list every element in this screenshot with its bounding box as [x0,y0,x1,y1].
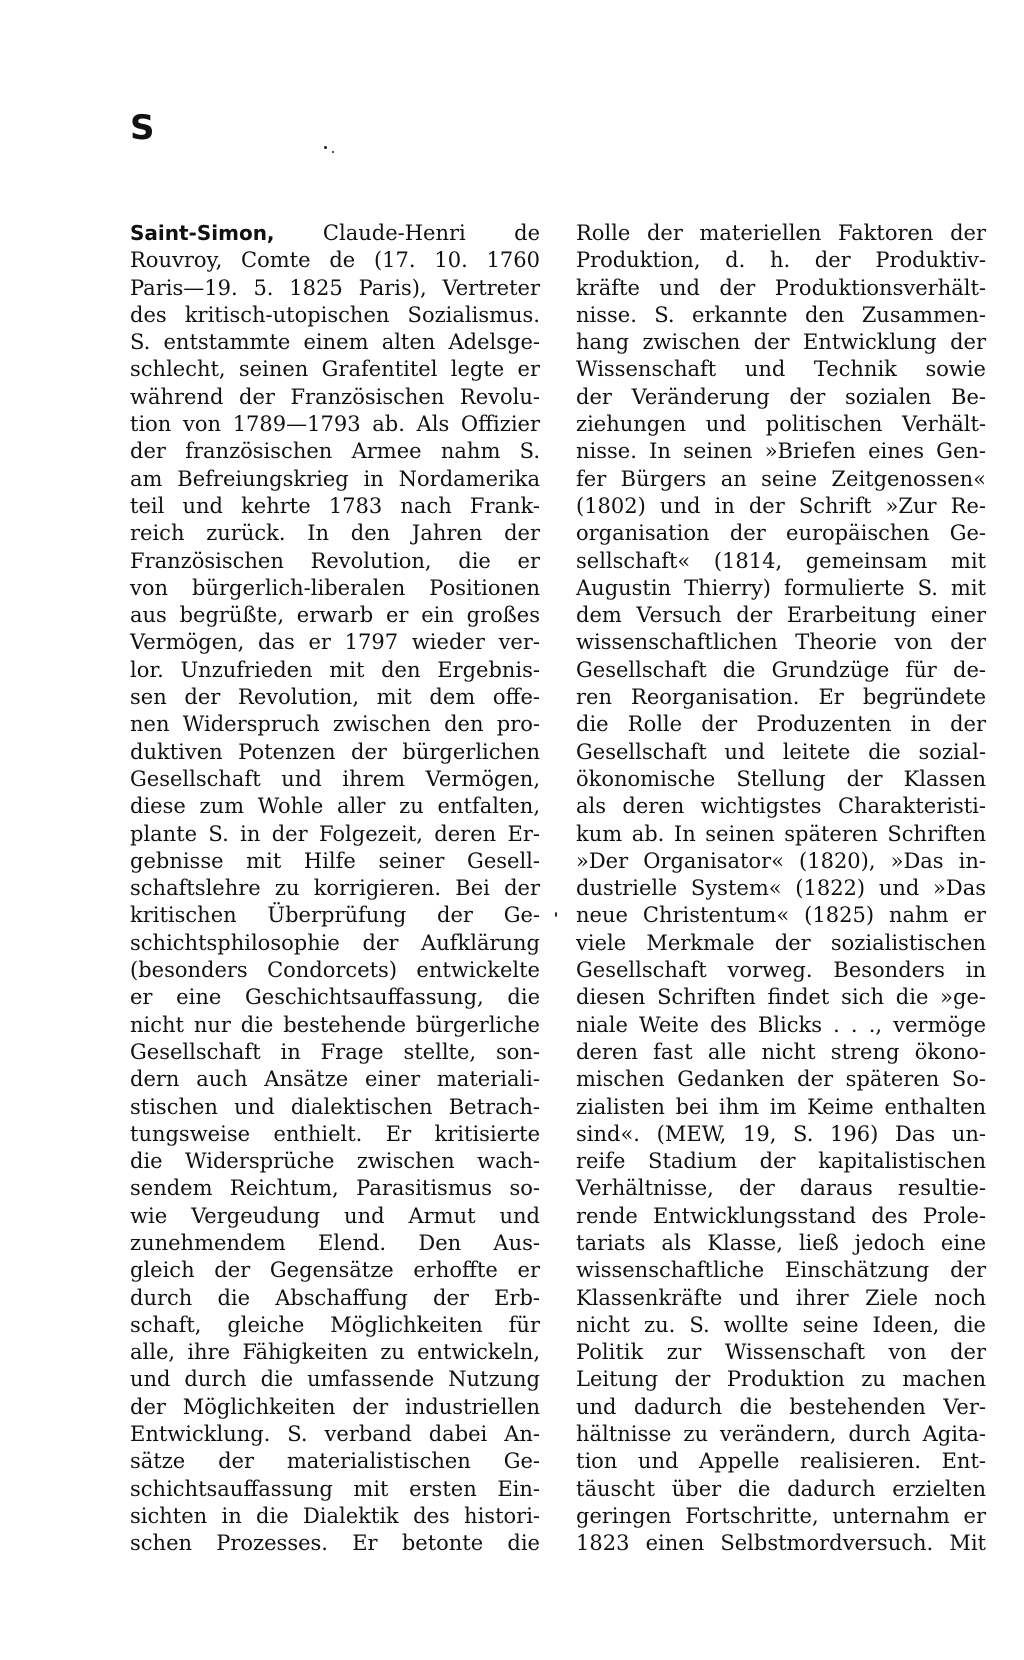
text-line: reife Stadium der kapitalistischen [576,1149,986,1174]
text-line: (1802) und in der Schrift »Zur Re- [576,493,986,518]
text-line: viele Merkmale der sozialistischen [576,930,986,955]
entry-headword: Saint-Simon, [130,221,275,245]
text-line: sind«. (MEW, 19, S. 196) Das un- [576,1121,986,1146]
text-line: duktiven Potenzen der bürgerlichen [130,739,540,764]
text-line: gebnisse mit Hilfe seiner Gesell- [130,848,540,873]
text-line: Wissenschaft und Technik sowie [576,357,986,382]
text-line: gleich der Gegensätze erhoffte er [130,1258,540,1283]
text-line: und durch die umfassende Nutzung [130,1367,540,1392]
text-line: der Veränderung der sozialen Be- [576,384,986,409]
text-line: Politik zur Wissenschaft von der [576,1340,986,1365]
text-line: diese zum Wohle aller zu entfalten, [130,794,540,819]
text-line: niale Weite des Blicks . . ., vermöge [576,1012,986,1037]
text-line: des kritisch-utopischen Sozialismus. [130,302,540,327]
text-line: zunehmendem Elend. Den Aus- [130,1230,540,1255]
text-line: organisation der europäischen Ge- [576,521,986,546]
text-line: Rouvroy, Comte de (17. 10. 1760 [130,248,540,273]
text-line: er eine Geschichtsauffassung, die [130,985,540,1010]
text-line: ziehungen und politischen Verhält- [576,412,986,437]
text-line: schichtsauffassung mit ersten Ein- [130,1476,540,1501]
text-line: nicht zu. S. wollte seine Ideen, die [576,1312,986,1337]
text-line: der französischen Armee nahm S. [130,439,540,464]
text-line: teil und kehrte 1783 nach Frank- [130,493,540,518]
text-line: neue Christentum« (1825) nahm er [576,903,986,928]
text-line: wissenschaftlichen Theorie von der [576,630,986,655]
text-line: ren Reorganisation. Er begründete [576,685,986,710]
text-line: durch die Abschaffung der Erb- [130,1285,540,1310]
text-line: schaft, gleiche Möglichkeiten für [130,1312,540,1337]
text-line: sellschaft« (1814, gemeinsam mit [576,548,986,573]
text-line: die Widersprüche zwischen wach- [130,1149,540,1174]
scan-speck [332,151,334,153]
text-line: geringen Fortschritte, unternahm er [576,1503,986,1528]
text-line: die Rolle der Produzenten in der [576,712,986,737]
text-line: lor. Unzufrieden mit den Ergebnis- [130,657,540,682]
text-line: hältnisse zu verändern, durch Agita- [576,1422,986,1447]
text-line: »Der Organisator« (1820), »Das in- [576,848,986,873]
scan-speck [324,146,327,149]
text-line: als deren wichtigstes Charakteristi- [576,794,986,819]
text-line: sichten in die Dialektik des histori- [130,1503,540,1528]
text-line: dustrielle System« (1822) und »Das [576,876,986,901]
text-line: reich zurück. In den Jahren der [130,521,540,546]
right-text-column [576,220,986,1558]
scan-speck [555,912,557,917]
text-line: nicht nur die bestehende bürgerliche [130,1012,540,1037]
text-line: sätze der materialistischen Ge- [130,1449,540,1474]
text-line: Entwicklung. S. verband dabei An- [130,1422,540,1447]
text-line: Verhältnisse, der daraus resultie- [576,1176,986,1201]
text-line: Rolle der materiellen Faktoren der [576,221,986,245]
text-line: kum ab. In seinen späteren Schriften [576,821,986,846]
text-line: von bürgerlich-liberalen Positionen [130,575,540,600]
text-line: schen Prozesses. Er betonte die [130,1531,540,1556]
text-line: tion von 1789—1793 ab. Als Offizier [130,412,540,437]
text-line: diesen Schriften findet sich die »ge- [576,985,986,1010]
text-line: wissenschaftliche Einschätzung der [576,1258,986,1283]
text-line: Gesellschaft und leitete die sozial- [576,739,986,764]
text-line: Claude-Henri de [274,221,540,245]
text-line: ökonomische Stellung der Klassen [576,766,986,791]
text-line: Paris—19. 5. 1825 Paris), Vertreter [130,275,540,300]
text-line: aus begrüßte, erwarb er ein großes [130,603,540,628]
text-line: mischen Gedanken der späteren So- [576,1067,986,1092]
text-line: Gesellschaft die Grundzüge für de- [576,657,986,682]
text-line: am Befreiungskrieg in Nordamerika [130,466,540,491]
text-line: während der Französischen Revolu- [130,384,540,409]
text-line: schichtsphilosophie der Aufklärung [130,930,540,955]
text-line: Gesellschaft und ihrem Vermögen, [130,766,540,791]
text-line: tariats als Klasse, ließ jedoch eine [576,1230,986,1255]
text-line: nen Widerspruch zwischen den pro- [130,712,540,737]
text-line: Augustin Thierry) formulierte S. mit [576,575,986,600]
section-letter: S [130,108,155,148]
text-line: rende Entwicklungsstand des Prole- [576,1203,986,1228]
text-line: kräfte und der Produktionsverhält- [576,275,986,300]
text-line: plante S. in der Folgezeit, deren Er- [130,821,540,846]
text-line: Französischen Revolution, die er [130,548,540,573]
text-line: zialisten bei ihm im Keime enthalten [576,1094,986,1119]
text-line: und dadurch die bestehenden Ver- [576,1394,986,1419]
text-line: tion und Appelle realisieren. Ent- [576,1449,986,1474]
text-line: kritischen Überprüfung der Ge- [130,903,540,928]
text-line: wie Vergeudung und Armut und [130,1203,540,1228]
text-line: nisse. S. erkannte den Zusammen- [576,302,986,327]
text-line: nisse. In seinen »Briefen eines Gen- [576,439,986,464]
text-line: dem Versuch der Erarbeitung einer [576,603,986,628]
first-line [130,220,540,247]
text-line: tungsweise enthielt. Er kritisierte [130,1121,540,1146]
left-text-column [130,220,540,1558]
text-line: 1823 einen Selbstmordversuch. Mit [576,1531,986,1556]
text-line: S. entstammte einem alten Adelsge- [130,330,540,355]
text-line: schaftslehre zu korrigieren. Bei der [130,876,540,901]
text-line: alle, ihre Fähigkeiten zu entwickeln, [130,1340,540,1365]
text-line: sendem Reichtum, Parasitismus so- [130,1176,540,1201]
text-line: sen der Revolution, mit dem offe- [130,685,540,710]
text-line: Gesellschaft in Frage stellte, son- [130,1039,540,1064]
text-line: deren fast alle nicht streng ökono- [576,1039,986,1064]
text-line: (besonders Condorcets) entwickelte [130,958,540,983]
text-line: hang zwischen der Entwicklung der [576,330,986,355]
text-line: Gesellschaft vorweg. Besonders in [576,958,986,983]
text-line: fer Bürgers an seine Zeitgenossen« [576,466,986,491]
text-line: dern auch Ansätze einer materiali- [130,1067,540,1092]
text-line: der Möglichkeiten der industriellen [130,1394,540,1419]
text-line: Produktion, d. h. der Produktiv- [576,248,986,273]
text-line: schlecht, seinen Grafentitel legte er [130,357,540,382]
text-line: Leitung der Produktion zu machen [576,1367,986,1392]
text-line: stischen und dialektischen Betrach- [130,1094,540,1119]
text-line: täuscht über die dadurch erzielten [576,1476,986,1501]
text-line: Vermögen, das er 1797 wieder ver- [130,630,540,655]
text-line: Klassenkräfte und ihrer Ziele noch [576,1285,986,1310]
